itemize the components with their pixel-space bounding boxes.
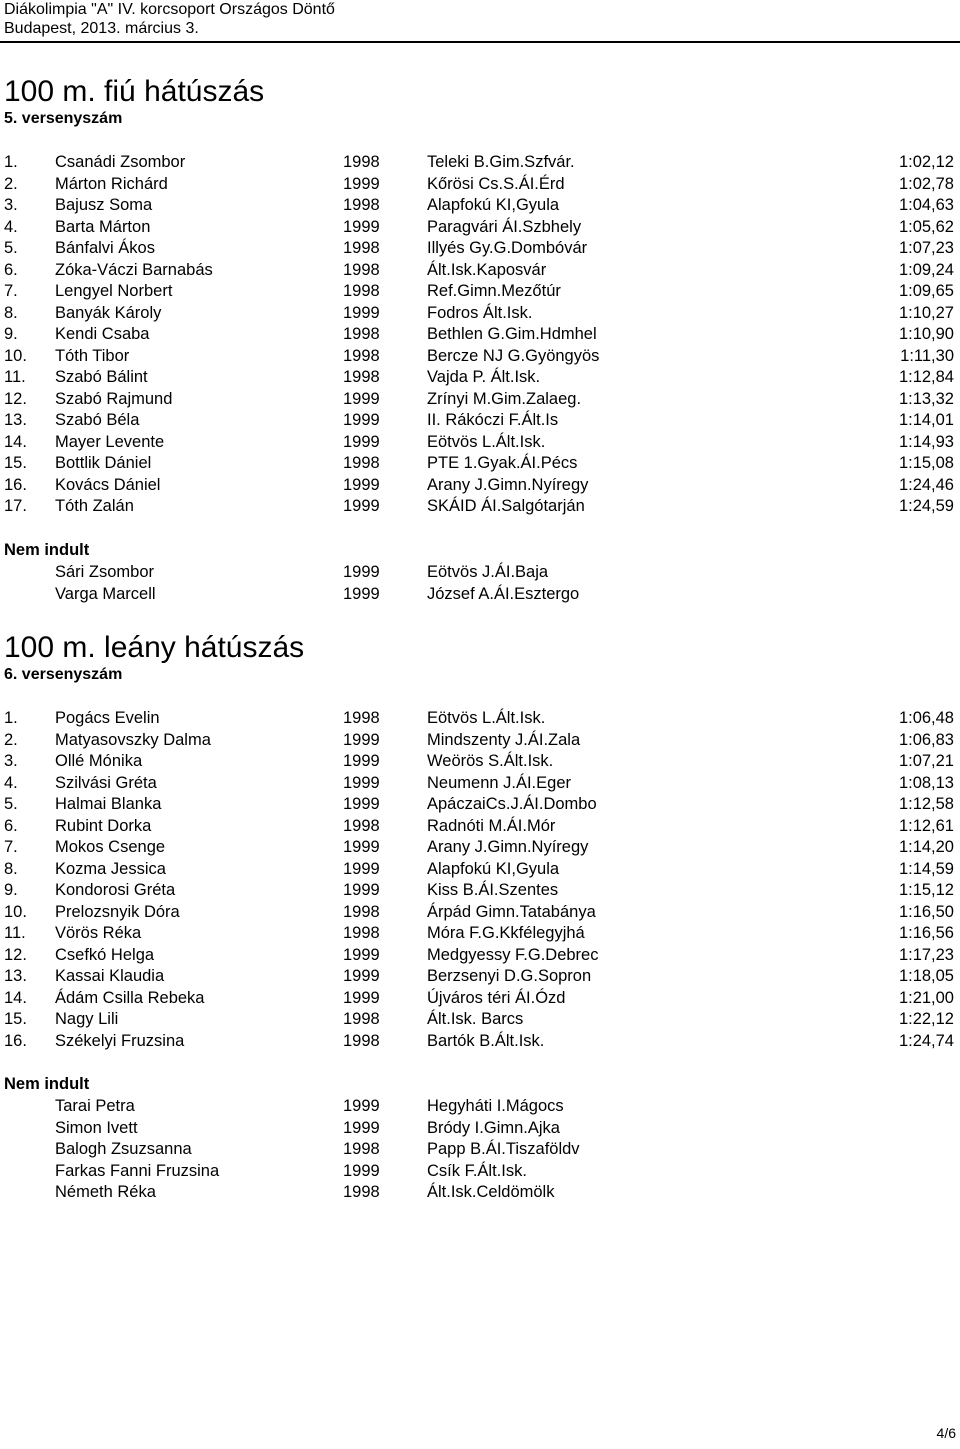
birth-year: 1998 <box>343 902 380 921</box>
school: Weörös S.Ált.Isk. <box>427 752 554 770</box>
swimmer-name: Matyasovszky Dalma <box>55 730 211 749</box>
birth-year: 1998 <box>343 1031 380 1050</box>
birth-year: 1998 <box>343 153 380 171</box>
rank: 8. <box>4 303 18 322</box>
swimmer-name: Tarai Petra <box>55 1097 135 1115</box>
swimmer-name: Vörös Réka <box>55 924 142 942</box>
rank: 16. <box>4 1031 27 1050</box>
header-event-line: Diákolimpia "A" IV. korcsoport Országos Döntő <box>4 1 335 18</box>
rank: 5. <box>4 795 18 813</box>
result-row <box>0 707 960 729</box>
swimmer-name: Csefkó Helga <box>55 945 155 964</box>
result-row <box>0 474 960 496</box>
rank: 11. <box>4 924 26 942</box>
birth-year: 1999 <box>343 773 380 792</box>
school: Eötvös L.Ált.Isk. <box>427 709 546 727</box>
school: Hegyháti I.Mágocs <box>427 1097 564 1115</box>
birth-year: 1999 <box>343 497 380 515</box>
swimmer-name: Ádám Csilla Rebeka <box>55 988 205 1007</box>
swimmer-name: Pogács Evelin <box>55 709 160 727</box>
time: 1:09,24 <box>898 260 954 279</box>
swimmer-name: Kozma Jessica <box>55 859 166 878</box>
birth-year: 1998 <box>343 1183 380 1201</box>
rank: 1. <box>4 709 18 727</box>
swimmer-name: Németh Réka <box>55 1183 156 1201</box>
result-row <box>0 965 960 987</box>
event-number: 6. versenyszám <box>4 666 123 683</box>
birth-year: 1999 <box>343 967 380 985</box>
birth-year: 1999 <box>343 795 380 813</box>
result-row <box>0 216 960 238</box>
rank: 15. <box>4 454 27 472</box>
rank: 14. <box>4 432 27 451</box>
birth-year: 1999 <box>343 752 380 770</box>
swimmer-name: Bánfalvi Ákos <box>55 239 155 257</box>
rank: 1. <box>4 153 18 171</box>
result-row <box>0 302 960 324</box>
dns-row <box>0 1117 960 1139</box>
birth-year: 1998 <box>343 260 380 279</box>
school: Neumenn J.ÁI.Eger <box>427 773 571 792</box>
birth-year: 1999 <box>343 988 380 1007</box>
swimmer-name: Kassai Klaudia <box>55 967 165 985</box>
time: 1:12,58 <box>898 795 954 813</box>
result-row <box>0 836 960 858</box>
birth-year: 1999 <box>343 411 380 429</box>
swimmer-name: Simon Ivett <box>55 1118 138 1137</box>
time: 1:24,74 <box>898 1031 954 1050</box>
result-row <box>0 345 960 367</box>
school: Ált.Isk. Barcs <box>427 1010 524 1028</box>
time: 1:07,23 <box>898 239 954 257</box>
time: 1:10,90 <box>898 325 954 343</box>
time: 1:16,50 <box>898 902 954 921</box>
result-row <box>0 409 960 431</box>
time: 1:12,61 <box>898 816 954 835</box>
rank: 17. <box>4 497 27 515</box>
rank: 11. <box>4 368 26 386</box>
birth-year: 1999 <box>343 217 380 236</box>
time: 1:17,23 <box>898 945 954 964</box>
swimmer-name: Prelozsnyik Dóra <box>55 902 180 921</box>
rank: 14. <box>4 988 27 1007</box>
birth-year: 1998 <box>343 325 380 343</box>
swimmer-name: Tóth Zalán <box>55 497 134 515</box>
time: 1:15,12 <box>898 881 954 899</box>
rank: 3. <box>4 196 18 214</box>
result-row <box>0 922 960 944</box>
birth-year: 1999 <box>343 1118 380 1137</box>
swimmer-name: Barta Márton <box>55 217 151 236</box>
swimmer-name: Bottlik Dániel <box>55 454 152 472</box>
swimmer-name: Sári Zsombor <box>55 563 155 581</box>
result-row <box>0 750 960 772</box>
time: 1:08,13 <box>898 773 954 792</box>
rank: 15. <box>4 1010 27 1028</box>
school: Illyés Gy.G.Dombóvár <box>427 239 588 257</box>
rank: 12. <box>4 389 27 408</box>
swimmer-name: Balogh Zsuzsanna <box>55 1140 192 1158</box>
result-row <box>0 772 960 794</box>
swimmer-name: Kovács Dániel <box>55 475 161 494</box>
school: Zrínyi M.Gim.Zalaeg. <box>427 389 582 408</box>
result-row <box>0 815 960 837</box>
swimmer-name: Szabó Béla <box>55 411 140 429</box>
time: 1:15,08 <box>898 454 954 472</box>
time: 1:05,62 <box>898 217 954 236</box>
event-title: 100 m. fiú hátúszás <box>4 75 265 108</box>
school: Arany J.Gimn.Nyíregy <box>427 475 589 494</box>
school: PTE 1.Gyak.ÁI.Pécs <box>427 454 578 472</box>
swimmer-name: Halmai Blanka <box>55 795 162 813</box>
birth-year: 1998 <box>343 346 380 365</box>
did-not-start-label: Nem indult <box>4 1075 90 1093</box>
school: Teleki B.Gim.Szfvár. <box>427 153 575 171</box>
time: 1:18,05 <box>898 967 954 985</box>
school: Berzsenyi D.G.Sopron <box>427 967 592 985</box>
time: 1:10,27 <box>898 303 954 322</box>
school: Radnóti M.ÁI.Mór <box>427 816 556 835</box>
time: 1:24,46 <box>898 475 954 494</box>
did-not-start-label: Nem indult <box>4 541 90 559</box>
rank: 12. <box>4 945 27 964</box>
school: Vajda P. Ált.Isk. <box>427 368 541 386</box>
school: Ált.Isk.Celdömölk <box>427 1183 555 1201</box>
rank: 2. <box>4 730 18 749</box>
birth-year: 1999 <box>343 174 380 193</box>
birth-year: 1998 <box>343 816 380 835</box>
school: Papp B.ÁI.Tiszaföldv <box>427 1140 580 1158</box>
school: Árpád Gimn.Tatabánya <box>427 902 596 921</box>
result-row <box>0 173 960 195</box>
result-row <box>0 237 960 259</box>
time: 1:24,59 <box>898 497 954 515</box>
school: Paragvári ÁI.Szbhely <box>427 217 582 236</box>
time: 1:06,48 <box>898 709 954 727</box>
document-header <box>4 0 335 38</box>
swimmer-name: Tóth Tibor <box>55 346 130 365</box>
result-row <box>0 388 960 410</box>
birth-year: 1998 <box>343 1140 380 1158</box>
result-row <box>0 194 960 216</box>
swimmer-name: Farkas Fanni Fruzsina <box>55 1161 220 1180</box>
school: Eötvös L.Ált.Isk. <box>427 432 546 451</box>
rank: 3. <box>4 752 18 770</box>
result-row <box>0 1030 960 1052</box>
result-row <box>0 858 960 880</box>
result-row <box>0 323 960 345</box>
birth-year: 1999 <box>343 859 380 878</box>
birth-year: 1999 <box>343 584 380 603</box>
swimmer-name: Szilvási Gréta <box>55 773 157 792</box>
result-row <box>0 259 960 281</box>
school: Bercze NJ G.Gyöngyös <box>427 346 600 365</box>
rank: 13. <box>4 967 27 985</box>
time: 1:09,65 <box>898 282 954 300</box>
swimmer-name: Varga Marcell <box>55 584 156 603</box>
rank: 9. <box>4 881 18 899</box>
school: Mindszenty J.ÁI.Zala <box>427 730 581 749</box>
school: Arany J.Gimn.Nyíregy <box>427 838 589 856</box>
swimmer-name: Bajusz Soma <box>55 196 153 214</box>
result-row <box>0 280 960 302</box>
school: József A.ÁI.Esztergo <box>427 584 580 603</box>
time: 1:02,78 <box>898 174 954 193</box>
time: 1:14,01 <box>898 411 954 429</box>
time: 1:14,59 <box>898 859 954 878</box>
dns-row <box>0 1138 960 1160</box>
swimmer-name: Kondorosi Gréta <box>55 881 176 899</box>
school: Bródy I.Gimn.Ajka <box>427 1118 560 1137</box>
school: Csík F.Ált.Isk. <box>427 1161 527 1180</box>
rank: 5. <box>4 239 18 257</box>
rank: 7. <box>4 282 18 300</box>
school: Ref.Gimn.Mezőtúr <box>427 282 561 300</box>
result-row <box>0 366 960 388</box>
birth-year: 1999 <box>343 389 380 408</box>
school: Eötvös J.ÁI.Baja <box>427 563 549 581</box>
rank: 8. <box>4 859 18 878</box>
rank: 9. <box>4 325 18 343</box>
result-row <box>0 901 960 923</box>
time: 1:11,30 <box>900 346 954 365</box>
birth-year: 1999 <box>343 945 380 964</box>
rank: 10. <box>4 902 27 921</box>
time: 1:14,20 <box>898 838 954 856</box>
school: Kőrösi Cs.S.ÁI.Érd <box>427 174 565 193</box>
swimmer-name: Mokos Csenge <box>55 838 166 856</box>
time: 1:07,21 <box>898 752 954 770</box>
school: Alapfokú KI,Gyula <box>427 196 560 214</box>
result-row <box>0 151 960 173</box>
swimmer-name: Lengyel Norbert <box>55 282 173 300</box>
time: 1:06,83 <box>898 730 954 749</box>
birth-year: 1998 <box>343 196 380 214</box>
birth-year: 1998 <box>343 1010 380 1028</box>
time: 1:16,56 <box>898 924 954 942</box>
header-divider <box>0 41 960 43</box>
birth-year: 1999 <box>343 881 380 899</box>
result-row <box>0 1008 960 1030</box>
school: Újváros téri ÁI.Ózd <box>427 988 566 1007</box>
school: Bartók B.Ált.Isk. <box>427 1031 545 1050</box>
birth-year: 1999 <box>343 475 380 494</box>
birth-year: 1998 <box>343 709 380 727</box>
swimmer-name: Mayer Levente <box>55 432 165 451</box>
swimmer-name: Banyák Károly <box>55 303 162 322</box>
page-number: 4/6 <box>936 1425 956 1441</box>
event-number: 5. versenyszám <box>4 110 123 127</box>
dns-row <box>0 1181 960 1203</box>
swimmer-name: Ollé Mónika <box>55 752 143 770</box>
birth-year: 1998 <box>343 924 380 942</box>
school: Kiss B.ÁI.Szentes <box>427 881 559 899</box>
birth-year: 1999 <box>343 730 380 749</box>
school: Fodros Ált.Isk. <box>427 303 533 322</box>
swimmer-name: Nagy Lili <box>55 1010 119 1028</box>
result-row <box>0 793 960 815</box>
result-row <box>0 495 960 517</box>
school: Alapfokú KI,Gyula <box>427 859 560 878</box>
swimmer-name: Székelyi Fruzsina <box>55 1031 185 1050</box>
rank: 16. <box>4 475 27 494</box>
result-row <box>0 431 960 453</box>
dns-row <box>0 583 960 605</box>
birth-year: 1999 <box>343 1097 380 1115</box>
rank: 2. <box>4 174 18 193</box>
rank: 7. <box>4 838 18 856</box>
school: SKÁID ÁI.Salgótarján <box>427 497 585 515</box>
birth-year: 1998 <box>343 454 380 472</box>
dns-row <box>0 1095 960 1117</box>
time: 1:04,63 <box>898 196 954 214</box>
rank: 13. <box>4 411 27 429</box>
time: 1:12,84 <box>898 368 954 386</box>
result-row <box>0 452 960 474</box>
result-row <box>0 729 960 751</box>
birth-year: 1999 <box>343 838 380 856</box>
swimmer-name: Rubint Dorka <box>55 816 152 835</box>
swimmer-name: Kendi Csaba <box>55 325 150 343</box>
school: II. Rákóczi F.Ált.Is <box>427 411 559 429</box>
school: ApáczaiCs.J.ÁI.Dombo <box>427 795 597 813</box>
time: 1:21,00 <box>898 988 954 1007</box>
swimmer-name: Szabó Rajmund <box>55 389 173 408</box>
swimmer-name: Zóka-Váczi Barnabás <box>55 260 213 279</box>
result-row <box>0 987 960 1009</box>
swimmer-name: Szabó Bálint <box>55 368 148 386</box>
school: Móra F.G.Kkfélegyjhá <box>427 924 585 942</box>
time: 1:22,12 <box>898 1010 954 1028</box>
birth-year: 1999 <box>343 563 380 581</box>
rank: 10. <box>4 346 27 365</box>
event-title: 100 m. leány hátúszás <box>4 631 305 664</box>
rank: 6. <box>4 816 18 835</box>
school: Ált.Isk.Kaposvár <box>427 260 547 279</box>
birth-year: 1998 <box>343 368 380 386</box>
birth-year: 1998 <box>343 239 380 257</box>
rank: 6. <box>4 260 18 279</box>
birth-year: 1999 <box>343 303 380 322</box>
birth-year: 1999 <box>343 1161 380 1180</box>
school: Medgyessy F.G.Debrec <box>427 945 599 964</box>
dns-row <box>0 561 960 583</box>
swimmer-name: Márton Richárd <box>55 174 168 193</box>
rank: 4. <box>4 773 18 792</box>
birth-year: 1999 <box>343 432 380 451</box>
result-row <box>0 944 960 966</box>
time: 1:14,93 <box>898 432 954 451</box>
header-date-line: Budapest, 2013. március 3. <box>4 20 199 37</box>
school: Bethlen G.Gim.Hdmhel <box>427 325 597 343</box>
time: 1:02,12 <box>898 153 954 171</box>
time: 1:13,32 <box>898 389 954 408</box>
result-row <box>0 879 960 901</box>
rank: 4. <box>4 217 18 236</box>
dns-row <box>0 1160 960 1182</box>
swimmer-name: Csanádi Zsombor <box>55 153 186 171</box>
birth-year: 1998 <box>343 282 380 300</box>
